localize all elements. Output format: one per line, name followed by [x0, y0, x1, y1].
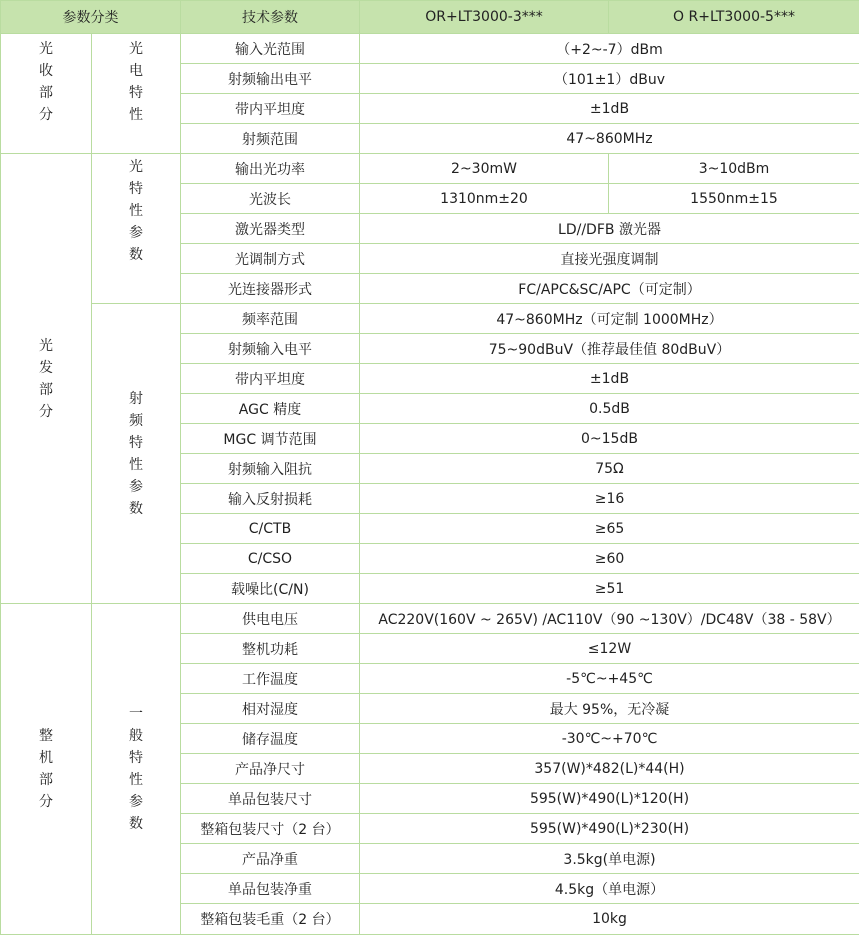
table-row	[1, 34, 859, 64]
section-unit-name: 整 机 部 分	[1, 604, 92, 935]
section-tx-name: 光 发 部 分	[1, 154, 92, 604]
section-tx-rf-sub: 射 频 特 性 参 数	[92, 304, 181, 604]
param-label: 射频输入阻抗	[181, 454, 360, 484]
param-label: 工作温度	[181, 664, 360, 694]
header-category: 参数分类	[1, 1, 181, 34]
param-label: 频率范围	[181, 304, 360, 334]
param-label: 单品包装净重	[181, 874, 360, 904]
header-model-a: OR+LT3000-3***	[360, 1, 609, 34]
header-model-b: O R+LT3000-5***	[609, 1, 859, 34]
param-value: （101±1）dBuv	[360, 64, 859, 94]
param-value: ≥51	[360, 574, 859, 604]
param-label: 产品净重	[181, 844, 360, 874]
param-label: 光波长	[181, 184, 360, 214]
param-value: 10kg	[360, 904, 859, 935]
param-value: 47~860MHz	[360, 124, 859, 154]
param-value-a: 2~30mW	[360, 154, 609, 184]
param-label: C/CSO	[181, 544, 360, 574]
section-rx-sub: 光 电 特 性	[92, 34, 181, 154]
param-label: 带内平坦度	[181, 94, 360, 124]
param-value: 357(W)*482(L)*44(H)	[360, 754, 859, 784]
table-row	[1, 604, 859, 634]
param-value: -5℃~+45℃	[360, 664, 859, 694]
param-label: 带内平坦度	[181, 364, 360, 394]
param-label: 射频范围	[181, 124, 360, 154]
param-label: AGC 精度	[181, 394, 360, 424]
param-value: 直接光强度调制	[360, 244, 859, 274]
section-tx-optical-sub: 光 特 性 参 数	[92, 154, 181, 304]
param-value: ±1dB	[360, 364, 859, 394]
param-value: LD//DFB 激光器	[360, 214, 859, 244]
param-label: 光调制方式	[181, 244, 360, 274]
param-label: 输入光范围	[181, 34, 360, 64]
param-value: 75~90dBuV（推荐最佳值 80dBuV）	[360, 334, 859, 364]
section-unit-sub: 一 般 特 性 参 数	[92, 604, 181, 935]
param-label: 射频输出电平	[181, 64, 360, 94]
param-value: ≥65	[360, 514, 859, 544]
section-rx-name: 光 收 部 分	[1, 34, 92, 154]
param-value: 75Ω	[360, 454, 859, 484]
param-label: 激光器类型	[181, 214, 360, 244]
param-value: 3.5kg(单电源)	[360, 844, 859, 874]
param-label: 单品包装尺寸	[181, 784, 360, 814]
param-value: ≥16	[360, 484, 859, 514]
param-value: 0~15dB	[360, 424, 859, 454]
param-value: ≥60	[360, 544, 859, 574]
param-value: 4.5kg（单电源）	[360, 874, 859, 904]
table-row	[1, 304, 859, 334]
param-value: FC/APC&SC/APC（可定制）	[360, 274, 859, 304]
param-value: （+2~-7）dBm	[360, 34, 859, 64]
param-label: 整箱包装毛重（2 台）	[181, 904, 360, 935]
param-value: 最大 95%，无冷凝	[360, 694, 859, 724]
param-value: 595(W)*490(L)*230(H)	[360, 814, 859, 844]
param-value: 47~860MHz（可定制 1000MHz）	[360, 304, 859, 334]
param-label: 供电电压	[181, 604, 360, 634]
param-label: 载噪比(C/N)	[181, 574, 360, 604]
param-label: 产品净尺寸	[181, 754, 360, 784]
param-value-a: 1310nm±20	[360, 184, 609, 214]
param-label: 输入反射损耗	[181, 484, 360, 514]
param-value-b: 1550nm±15	[609, 184, 859, 214]
param-label: 储存温度	[181, 724, 360, 754]
param-label: C/CTB	[181, 514, 360, 544]
param-value-b: 3~10dBm	[609, 154, 859, 184]
param-label: 输出光功率	[181, 154, 360, 184]
param-value: AC220V(160V ~ 265V) /AC110V（90 ~130V）/DC48V（38 - 58V）	[360, 604, 859, 634]
param-label: 射频输入电平	[181, 334, 360, 364]
param-value: ≤12W	[360, 634, 859, 664]
param-value: 0.5dB	[360, 394, 859, 424]
param-value: ±1dB	[360, 94, 859, 124]
header-param: 技术参数	[181, 1, 360, 34]
param-label: 相对湿度	[181, 694, 360, 724]
param-label: 整箱包装尺寸（2 台）	[181, 814, 360, 844]
header-row	[1, 1, 859, 34]
param-value: -30℃~+70℃	[360, 724, 859, 754]
param-label: 光连接器形式	[181, 274, 360, 304]
param-label: MGC 调节范围	[181, 424, 360, 454]
param-label: 整机功耗	[181, 634, 360, 664]
table-row	[1, 154, 859, 184]
param-value: 595(W)*490(L)*120(H)	[360, 784, 859, 814]
